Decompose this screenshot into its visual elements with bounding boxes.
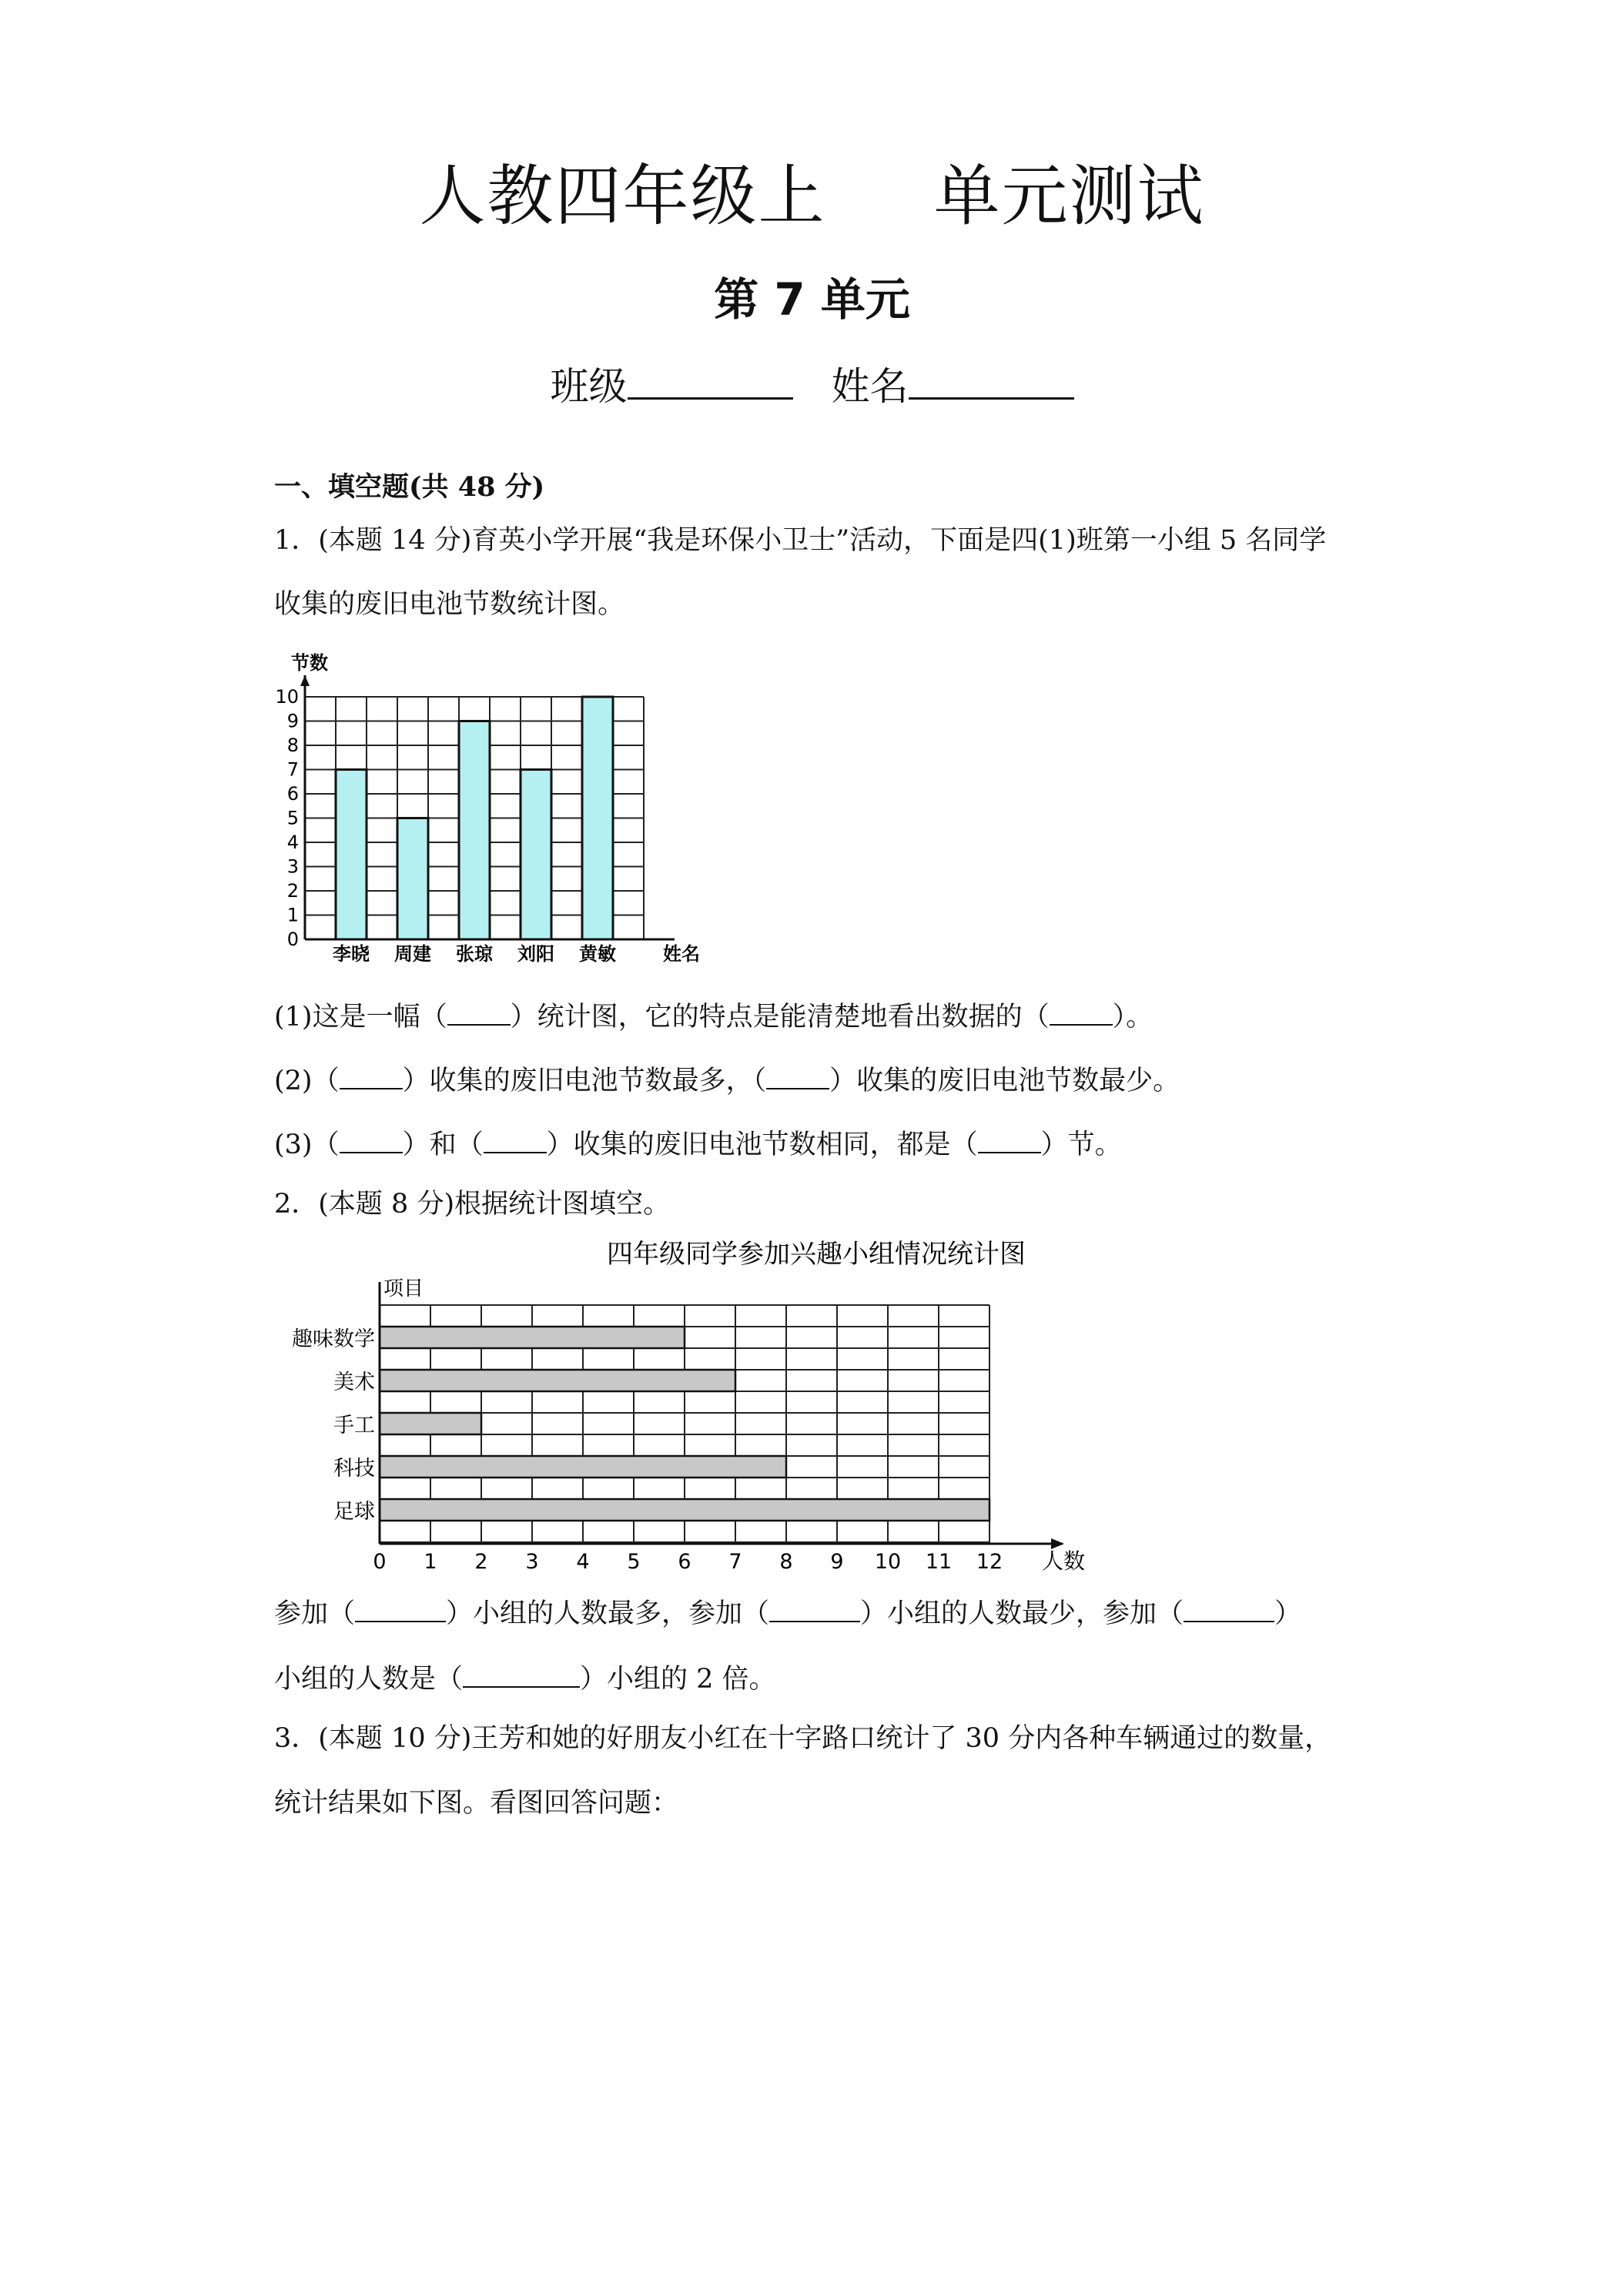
chart2-category-label: 科技 [333, 1457, 375, 1481]
q2-blank3[interactable] [1184, 1596, 1274, 1622]
name-field[interactable] [909, 360, 1074, 400]
chart2-x-tick-labels [373, 1550, 1003, 1574]
q1-sub2-blank1[interactable] [340, 1063, 403, 1089]
section-heading: 一、填空题(共 48 分) [274, 471, 545, 503]
chart2-x-arrow [1051, 1538, 1064, 1549]
chart2-bar-5 [380, 1499, 989, 1521]
chart1-category-labels [333, 943, 616, 965]
page-title [0, 142, 1624, 238]
chart1-y-tick: 0 [286, 929, 299, 950]
q1-intro-line1: 1．(本题 14 分)育英小学开展“我是环保小卫士”活动，下面是四(1)班第一小组 5 名同学 [274, 525, 1327, 556]
chart2-x-tick: 12 [976, 1550, 1003, 1574]
chart1-y-tick: 1 [286, 904, 299, 926]
chart1-category-label: 李晓 [333, 943, 370, 965]
chart2-category-label: 趣味数学 [292, 1327, 375, 1351]
chart2-bar-2 [380, 1370, 735, 1391]
chart2-x-tick: 7 [728, 1550, 742, 1574]
class-label: 班级 [550, 364, 628, 409]
q3-intro-line2: 统计结果如下图。看图回答问题： [274, 1788, 679, 1819]
chart2-x-tick: 2 [474, 1550, 488, 1574]
title-left: 人教四年级上 [419, 158, 826, 235]
chart1-y-tick-labels [275, 686, 299, 950]
chart1-bar-5 [582, 697, 613, 939]
chart1-bar-1 [336, 770, 367, 940]
chart1-bar-4 [521, 770, 551, 940]
chart2-x-axis-label: 人数 [1042, 1548, 1086, 1574]
q1-intro-line2: 收集的废旧电池节数统计图。 [274, 589, 625, 620]
chart1-y-tick: 10 [275, 686, 299, 708]
chart1-y-tick: 6 [286, 783, 299, 805]
chart2-x-tick: 10 [874, 1550, 902, 1574]
chart2-x-tick: 4 [576, 1550, 590, 1574]
chart2-category-labels [292, 1327, 375, 1524]
class-field[interactable] [628, 360, 793, 400]
chart2-x-tick: 1 [424, 1550, 437, 1574]
chart1-category-label: 黄敏 [579, 943, 616, 965]
chart2-x-tick: 3 [525, 1550, 539, 1574]
q2-blank1[interactable] [355, 1596, 446, 1622]
q1-sub1-blank2[interactable] [1050, 999, 1113, 1026]
chart2-title: 四年级同学参加兴趣小组情况统计图 [607, 1239, 1026, 1270]
chart2-x-tick: 9 [830, 1550, 844, 1574]
chart2-x-tick: 0 [373, 1550, 387, 1574]
name-label: 姓名 [831, 364, 909, 409]
chart1-category-label: 张琼 [456, 943, 493, 965]
q1-sub3-blank1[interactable] [340, 1127, 403, 1153]
chart2-bar-3 [380, 1413, 481, 1434]
chart2-category-label: 美术 [333, 1371, 375, 1394]
q1-sub3-blank2[interactable] [484, 1127, 547, 1153]
chart2-x-tick: 5 [627, 1550, 641, 1574]
q2-line2: 小组的人数是（ ）小组的 2 倍。 [274, 1662, 776, 1693]
battery-bar-chart [274, 643, 705, 982]
chart1-bar-3 [459, 721, 490, 940]
chart1-x-axis-label: 姓名 [663, 943, 700, 965]
chart1-y-tick: 7 [286, 758, 299, 781]
q2-blank4[interactable] [463, 1662, 580, 1688]
chart2-category-label: 足球 [333, 1500, 375, 1524]
chart2-bar-1 [380, 1327, 685, 1348]
chart2-x-tick: 8 [779, 1550, 793, 1574]
chart1-y-tick: 9 [286, 710, 299, 732]
chart1-y-arrow [300, 675, 310, 686]
q2-line1: 参加（ ）小组的人数最多，参加（ ）小组的人数最少，参加（ ） [274, 1596, 1301, 1628]
q1-sub1: (1)这是一幅（ ）统计图，它的特点是能清楚地看出数据的（ ）。 [274, 999, 1153, 1031]
student-info [0, 356, 1624, 411]
chart1-category-label: 周建 [394, 943, 431, 965]
chart2-y-axis-label: 项目 [383, 1277, 424, 1300]
chart1-y-axis-label: 节数 [291, 652, 328, 674]
chart1-category-label: 刘阳 [517, 943, 554, 965]
chart1-bar-2 [397, 818, 428, 940]
chart1-y-tick: 3 [286, 855, 299, 878]
q1-sub2: (2)（ ）收集的废旧电池节数最多，（ ）收集的废旧电池节数最少。 [274, 1063, 1180, 1095]
q1-sub1-blank1[interactable] [447, 999, 511, 1026]
title-right: 单元测试 [933, 158, 1205, 235]
q2-intro: 2．(本题 8 分)根据统计图填空。 [274, 1189, 671, 1220]
chart2-category-label: 手工 [333, 1414, 375, 1438]
q3-intro-line1: 3．(本题 10 分)王芳和她的好朋友小红在十字路口统计了 30 分内各种车辆通过的数量， [274, 1723, 1332, 1754]
chart1-y-tick: 5 [286, 807, 299, 829]
chart1-y-tick: 8 [286, 735, 299, 756]
chart1-y-tick: 2 [286, 880, 299, 902]
q2-blank2[interactable] [769, 1596, 860, 1622]
interest-group-bar-chart [262, 1229, 1086, 1587]
chart2-x-tick: 11 [925, 1550, 953, 1574]
unit-subtitle: 第 7 单元 [714, 273, 910, 326]
chart2-bar-4 [380, 1456, 786, 1478]
chart2-x-tick: 6 [678, 1550, 691, 1574]
q1-sub2-blank2[interactable] [766, 1063, 829, 1089]
q1-sub3: (3)（ ）和（ ）收集的废旧电池节数相同，都是（ ）节。 [274, 1127, 1122, 1159]
q1-sub3-blank3[interactable] [978, 1127, 1041, 1153]
chart1-y-tick: 4 [286, 832, 299, 853]
